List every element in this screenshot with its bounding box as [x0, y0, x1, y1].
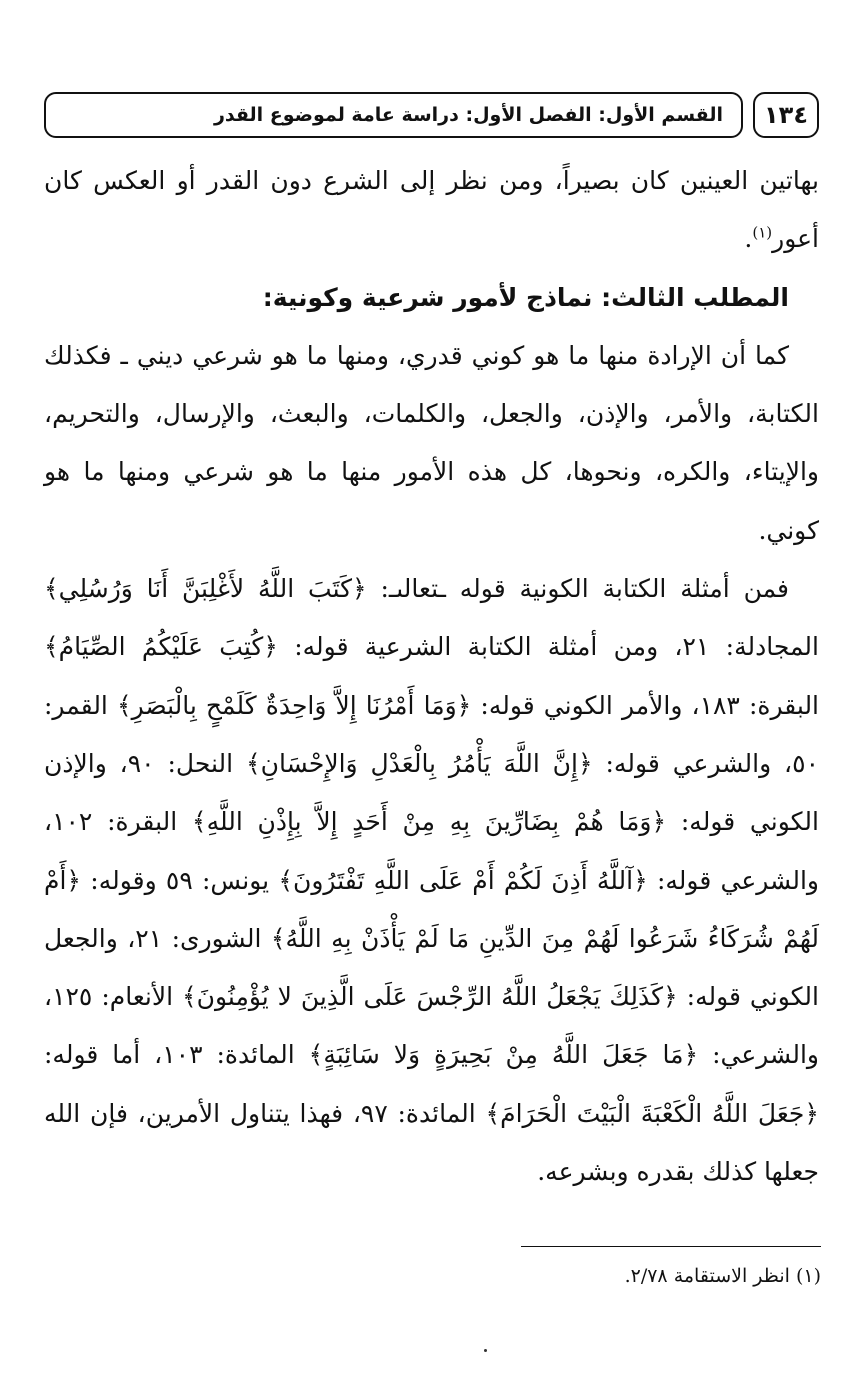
paragraph-continuation [44, 152, 819, 269]
page-number: ١٣٤ [753, 92, 819, 138]
footnote: (١) انظر الاستقامة ٢/٧٨. [624, 1265, 821, 1287]
paragraph-examples: فمن أمثلة الكتابة الكونية قوله ـتعالىـ: ﴿كَتَبَ اللَّهُ لأَغْلِبَنَّ أَنَا وَرُسُلِي﴾ المجادلة: ٢١، ومن أمثلة الكتابة الشرعية قوله: ﴿كُتِبَ عَلَيْكُمُ الصِّيَامُ﴾ البقرة: ١٨٣، والأمر الكوني قوله: ﴿وَمَا أَمْرُنَا إِلاَّ وَاحِدَةٌ كَلَمْحٍ بِالْبَصَرِ﴾ القمر: ٥٠، والشرعي قوله: ﴿إِنَّ اللَّهَ يَأْمُرُ بِالْعَدْلِ وَالإِحْسَانِ﴾ النحل: ٩٠، والإذن الكوني قوله: ﴿وَمَا هُمْ بِضَارِّينَ بِهِ مِنْ أَحَدٍ إِلاَّ بِإِذْنِ اللَّهِ﴾ البقرة: ١٠٢، والشرعي قوله: ﴿آللَّهُ أَذِنَ لَكُمْ أَمْ عَلَى اللَّهِ تَفْتَرُونَ﴾ يونس: ٥٩ وقوله: ﴿أَمْ لَهُمْ شُرَكَاءُ شَرَعُوا لَهُمْ مِنَ الدِّينِ مَا لَمْ يَأْذَنْ بِهِ اللَّهُ﴾ الشورى: ٢١، والجعل الكوني قوله: ﴿كَذَلِكَ يَجْعَلُ اللَّهُ الرِّجْسَ عَلَى الَّذِينَ لا يُؤْمِنُونَ﴾ الأنعام: ١٢٥، والشرعي: ﴿مَا جَعَلَ اللَّهُ مِنْ بَحِيرَةٍ وَلا سَائِبَةٍ﴾ المائدة: ١٠٣، أما قوله: ﴿جَعَلَ اللَّهُ الْكَعْبَةَ الْبَيْتَ الْحَرَامَ﴾ المائدة: ٩٧، فهذا يتناول الأمرين، فإن الله جعلها كذلك بقدره وبشرعه. [44, 574, 820, 1187]
page-header [44, 92, 819, 140]
footnote-reference: (١) [752, 223, 773, 242]
print-speck [484, 1349, 487, 1352]
paragraph-intro: كما أن الإرادة منها ما هو كوني قدري، ومنها ما هو شرعي ديني ـ فكذلك الكتابة، والأمر، والإذن، والجعل، والكلمات، والبعث، والإرسال، والتحريم، والإيتاء، والكره، ونحوها، كل هذه الأمور منها ما هو شرعي ومنها ما هو كوني. [44, 340, 819, 545]
paragraph-end-punctuation: . [744, 224, 753, 254]
section-heading: المطلب الثالث: نماذج لأمور شرعية وكونية: [262, 282, 789, 312]
running-title: القسم الأول: الفصل الأول: دراسة عامة لموضوع القدر [44, 92, 743, 138]
footnote-divider [521, 1246, 821, 1247]
paragraph-continuation-text: بهاتين العينين كان بصيراً، ومن نظر إلى الشرع دون القدر أو العكس كان أعور [44, 166, 819, 254]
main-text [44, 152, 819, 1201]
